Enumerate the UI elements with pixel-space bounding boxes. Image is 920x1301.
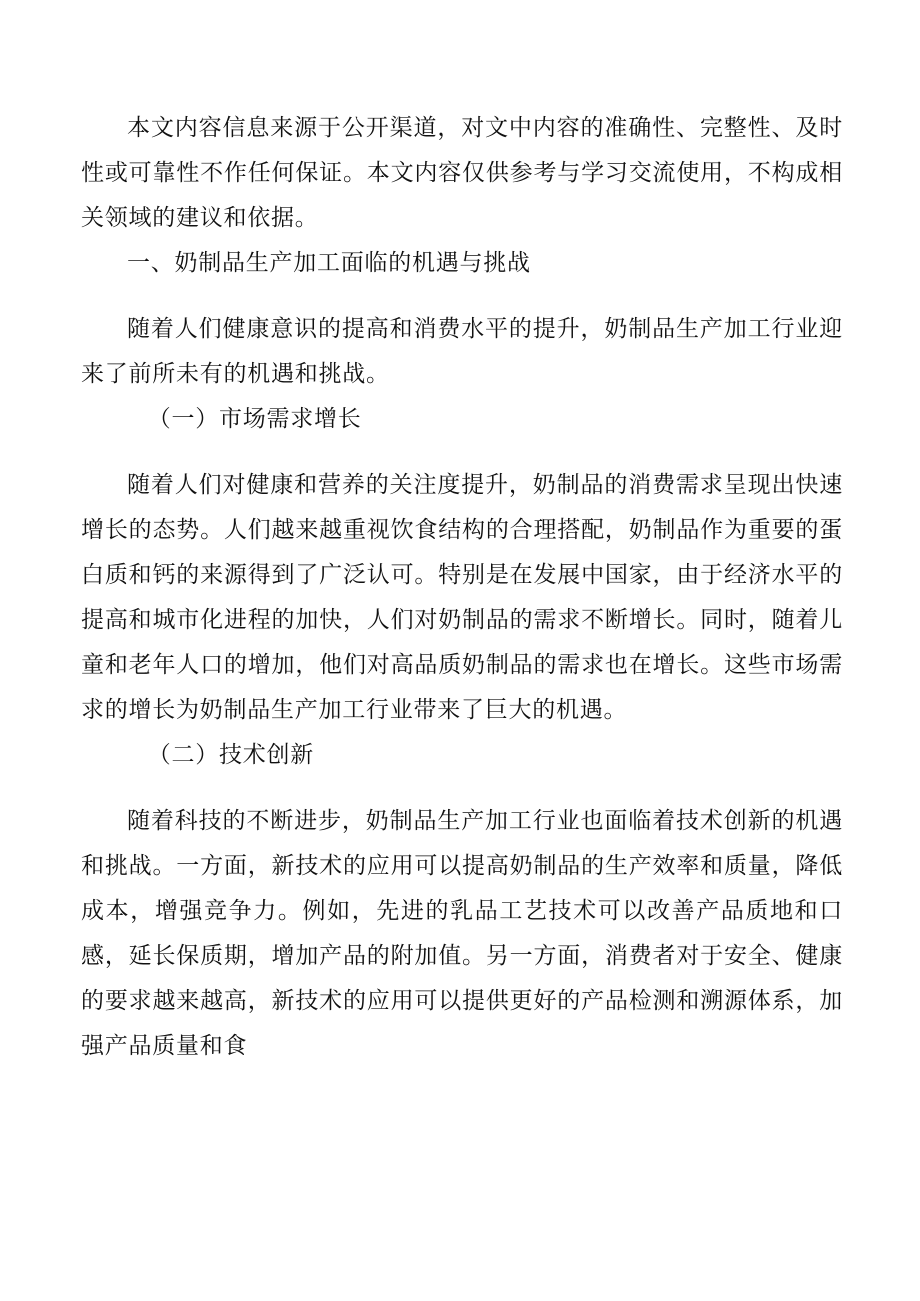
section-heading: 一、奶制品生产加工面临的机遇与挑战 <box>127 250 531 276</box>
subsection-heading-market-demand: （一）市场需求增长 <box>147 406 362 432</box>
intro-paragraph: 随着人们健康意识的提高和消费水平的提升，奶制品生产加工行业迎来了前所未有的机遇和挑战。 <box>81 316 843 387</box>
disclaimer-paragraph: 本文内容信息来源于公开渠道，对文中内容的准确性、完整性、及时性或可靠性不作任何保证。本文内容仅供参考与学习交流使用，不构成相关领域的建议和依据。 <box>81 115 843 231</box>
market-demand-paragraph: 随着人们对健康和营养的关注度提升，奶制品的消费需求呈现出快速增长的态势。人们越来越重视饮食结构的合理搭配，奶制品作为重要的蛋白质和钙的来源得到了广泛认可。特别是在发展中国家，由于经济水平的提高和城市化进程的加快，人们对奶制品的需求不断增长。同时，随着儿童和老年人口的增加，他们对高品质奶制品的需求也在增长。这些市场需求的增长为奶制品生产加工行业带来了巨大的机遇。 <box>81 472 843 723</box>
tech-innovation-paragraph: 随着科技的不断进步，奶制品生产加工行业也面临着技术创新的机遇和挑战。一方面，新技术的应用可以提高奶制品的生产效率和质量，降低成本，增强竞争力。例如，先进的乳品工艺技术可以改善产品质地和口感，延长保质期，增加产品的附加值。另一方面，消费者对于安全、健康的要求越来越高，新技术的应用可以提供更好的产品检测和溯源体系，加强产品质量和食 <box>81 808 843 1059</box>
document-body <box>81 106 843 1069</box>
subsection-heading-tech-innovation: （二）技术创新 <box>147 742 314 768</box>
